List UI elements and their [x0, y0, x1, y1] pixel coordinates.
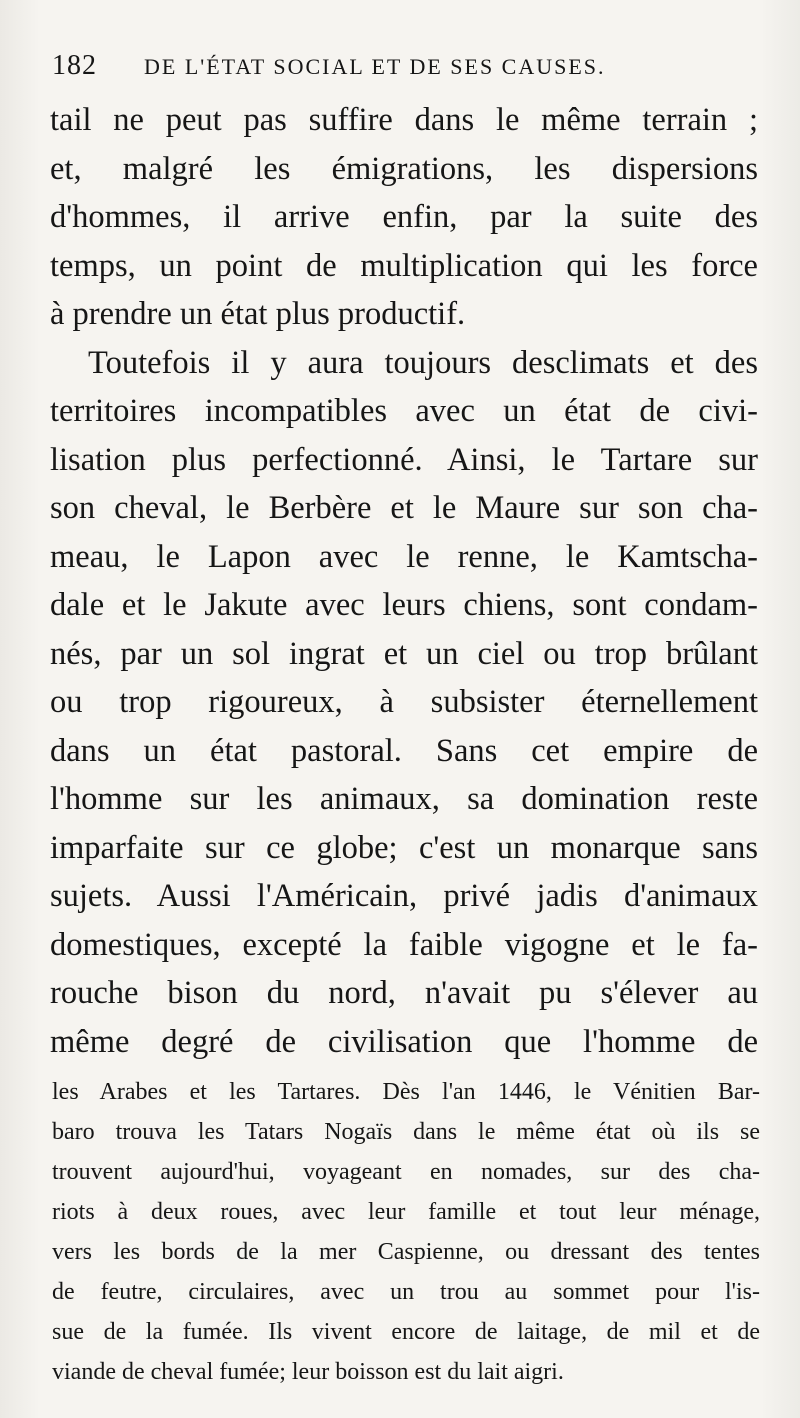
body-line: nés, par un sol ingrat et un ciel ou trop brûlant [50, 635, 758, 672]
footnote-line: trouvent aujourd'hui, voyageant en nomades, sur des cha- [52, 1159, 760, 1185]
body-line: Toutefois il y aura toujours desclimats et des [88, 344, 758, 381]
body-line: rouche bison du nord, n'avait pu s'élever au [50, 975, 758, 1011]
footnote-line: de feutre, circulaires, avec un trou au sommet pour l'is- [52, 1279, 760, 1305]
footnote-line: baro trouva les Tatars Nogaïs dans le même état où ils se [52, 1119, 760, 1145]
footnote-line: riots à deux roues, avec leur famille et tout leur ménage, [52, 1199, 760, 1225]
footnote [52, 1072, 760, 1392]
body-line: domestiques, excepté la faible vigogne et le fa- [50, 926, 758, 963]
body-line: lisation plus perfectionné. Ainsi, le Tartare sur [50, 441, 758, 478]
running-title: DE L'ÉTAT SOCIAL ET DE SES CAUSES. [144, 54, 606, 79]
running-head [52, 50, 752, 90]
body-line: à prendre un état plus productif. [50, 296, 466, 332]
body-text [50, 96, 758, 1066]
body-line: son cheval, le Berbère et le Maure sur son cha- [50, 490, 758, 526]
body-line: même degré de civilisation que l'homme de [50, 1023, 758, 1060]
body-line: et, malgré les émigrations, les dispersions [50, 150, 758, 187]
body-line: temps, un point de multiplication qui les force [50, 247, 758, 284]
body-line: territoires incompatibles avec un état de civi- [50, 393, 758, 429]
body-line: l'homme sur les animaux, sa domination reste [50, 781, 758, 817]
body-line: meau, le Lapon avec le renne, le Kamtscha- [50, 538, 758, 575]
body-line: tail ne peut pas suffire dans le même terrain ; [50, 102, 758, 138]
body-line: d'hommes, il arrive enfin, par la suite des [50, 199, 758, 235]
footnote-line: viande de cheval fumée; leur boisson est du lait aigri. [52, 1359, 564, 1385]
footnote-line: sue de la fumée. Ils vivent encore de laitage, de mil et de [52, 1319, 760, 1345]
footnote-line: vers les bords de la mer Caspienne, ou dressant des tentes [52, 1239, 760, 1265]
body-line: dans un état pastoral. Sans cet empire de [50, 732, 758, 769]
body-line: sujets. Aussi l'Américain, privé jadis d'animaux [50, 878, 758, 914]
body-line: ou trop rigoureux, à subsister éternellement [50, 684, 758, 720]
body-line: imparfaite sur ce globe; c'est un monarque sans [50, 829, 758, 866]
footnote-line: les Arabes et les Tartares. Dès l'an 1446, le Vénitien Bar- [52, 1079, 760, 1105]
body-line: dale et le Jakute avec leurs chiens, sont condam- [50, 587, 758, 623]
page-number: 182 [52, 50, 97, 81]
